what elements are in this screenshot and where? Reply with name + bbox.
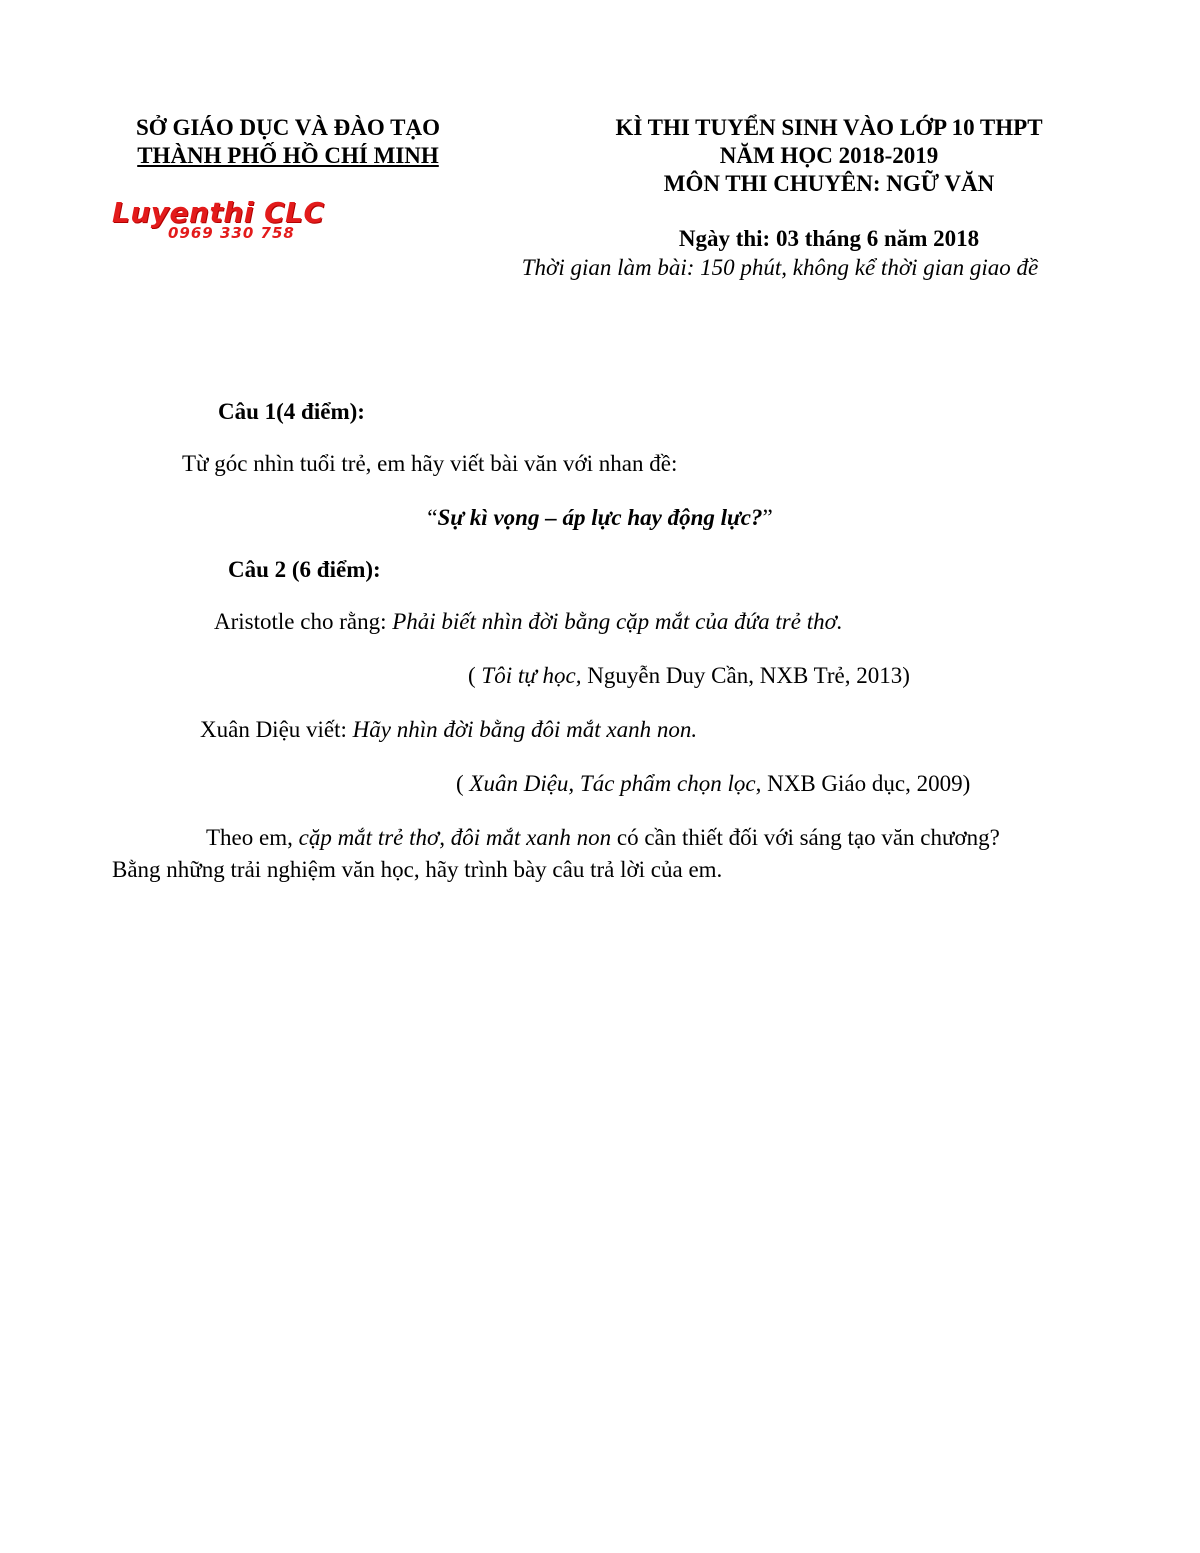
question-2-heading: Câu 2 (6 điểm):	[228, 557, 381, 582]
source-2	[456, 770, 970, 798]
logo-phone: 0969 330 758	[168, 224, 295, 242]
exam-title: KÌ THI TUYỂN SINH VÀO LỚP 10 THPT	[615, 115, 1043, 140]
source-2-open: (	[456, 771, 470, 796]
question-1-heading: Câu 1(4 điểm):	[218, 399, 365, 424]
source-1	[468, 662, 910, 690]
department-name: SỞ GIÁO DỤC VÀ ĐÀO TẠO	[136, 115, 440, 140]
question-1-prompt: Từ góc nhìn tuổi trẻ, em hãy viết bài văn với nhan đề:	[182, 451, 678, 476]
source-1-open: (	[468, 663, 482, 688]
exam-subject: MÔN THI CHUYÊN: NGỮ VĂN	[663, 171, 995, 196]
task-start: Theo em,	[206, 825, 299, 850]
logo-brand: Luyenthi CLC	[112, 196, 325, 229]
aristotle-intro: Aristotle cho rằng:	[214, 609, 393, 634]
task-line-2: Bằng những trải nghiệm văn học, hãy trình bày câu trả lời của em.	[112, 857, 723, 882]
xuandieu-quote: Hãy nhìn đời bằng đôi mắt xanh non.	[352, 717, 698, 742]
essay-title: Sự kì vọng – áp lực hay động lực?	[437, 505, 763, 530]
source-2-title: Xuân Diệu, Tác phẩm chọn lọc	[469, 771, 756, 796]
task-line-1	[206, 824, 1000, 852]
exam-date: Ngày thi: 03 tháng 6 năm 2018	[678, 226, 980, 251]
xuandieu-line	[200, 716, 697, 744]
school-year: NĂM HỌC 2018-2019	[719, 143, 939, 168]
source-2-rest: , NXB Giáo dục, 2009)	[755, 771, 971, 796]
quote-close: ”	[762, 505, 773, 530]
xuandieu-intro: Xuân Diệu viết:	[200, 717, 353, 742]
task-end: có cần thiết đối với sáng tạo văn chương?	[611, 825, 1000, 850]
exam-duration: Thời gian làm bài: 150 phút, không kể thời gian giao đề	[521, 255, 1039, 280]
quote-open: “	[427, 505, 438, 530]
city-name: THÀNH PHỐ HỒ CHÍ MINH	[137, 143, 439, 168]
task-italic: cặp mắt trẻ thơ, đôi mắt xanh non	[298, 825, 612, 850]
question-1-title	[100, 504, 1100, 532]
aristotle-quote: Phải biết nhìn đời bằng cặp mắt của đứa trẻ thơ.	[392, 609, 843, 634]
source-1-title: Tôi tự học,	[481, 663, 582, 688]
source-1-rest: Nguyễn Duy Cần, NXB Trẻ, 2013)	[581, 663, 910, 688]
aristotle-line	[214, 608, 843, 636]
